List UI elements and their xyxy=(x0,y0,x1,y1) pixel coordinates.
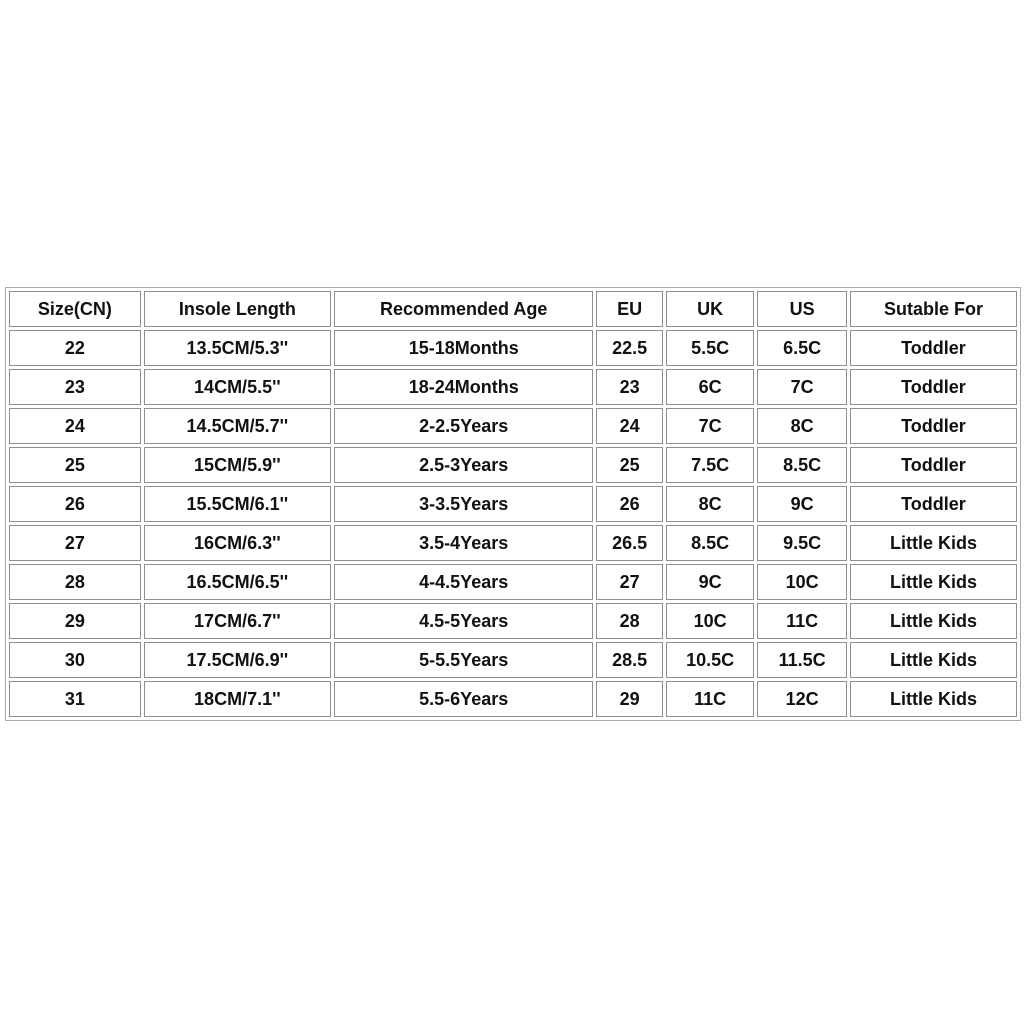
cell-uk: 5.5C xyxy=(666,330,755,366)
table-row xyxy=(9,408,1017,444)
cell-uk: 6C xyxy=(666,369,755,405)
cell-size-cn: 24 xyxy=(9,408,141,444)
cell-suitable-for: Little Kids xyxy=(850,642,1017,678)
cell-insole-length: 17.5CM/6.9'' xyxy=(144,642,331,678)
cell-us: 10C xyxy=(757,564,847,600)
cell-eu: 28.5 xyxy=(596,642,662,678)
cell-insole-length: 17CM/6.7'' xyxy=(144,603,331,639)
header-eu: EU xyxy=(596,291,662,327)
cell-eu: 26 xyxy=(596,486,662,522)
cell-size-cn: 27 xyxy=(9,525,141,561)
cell-suitable-for: Toddler xyxy=(850,486,1017,522)
cell-suitable-for: Little Kids xyxy=(850,603,1017,639)
cell-suitable-for: Little Kids xyxy=(850,525,1017,561)
cell-recommended-age: 3-3.5Years xyxy=(334,486,594,522)
cell-size-cn: 25 xyxy=(9,447,141,483)
header-insole-length: Insole Length xyxy=(144,291,331,327)
cell-uk: 10C xyxy=(666,603,755,639)
cell-us: 6.5C xyxy=(757,330,847,366)
cell-insole-length: 16CM/6.3'' xyxy=(144,525,331,561)
cell-size-cn: 29 xyxy=(9,603,141,639)
cell-us: 11C xyxy=(757,603,847,639)
header-row xyxy=(9,291,1017,327)
cell-recommended-age: 5-5.5Years xyxy=(334,642,594,678)
cell-eu: 29 xyxy=(596,681,662,717)
cell-us: 9C xyxy=(757,486,847,522)
cell-eu: 22.5 xyxy=(596,330,662,366)
cell-recommended-age: 2.5-3Years xyxy=(334,447,594,483)
cell-insole-length: 13.5CM/5.3'' xyxy=(144,330,331,366)
cell-recommended-age: 2-2.5Years xyxy=(334,408,594,444)
cell-insole-length: 15.5CM/6.1'' xyxy=(144,486,331,522)
table-row xyxy=(9,330,1017,366)
cell-insole-length: 14CM/5.5'' xyxy=(144,369,331,405)
table-row xyxy=(9,486,1017,522)
cell-us: 7C xyxy=(757,369,847,405)
cell-uk: 8C xyxy=(666,486,755,522)
header-suitable-for: Sutable For xyxy=(850,291,1017,327)
cell-insole-length: 14.5CM/5.7'' xyxy=(144,408,331,444)
cell-us: 8.5C xyxy=(757,447,847,483)
table-row xyxy=(9,369,1017,405)
cell-suitable-for: Toddler xyxy=(850,330,1017,366)
cell-uk: 10.5C xyxy=(666,642,755,678)
cell-size-cn: 28 xyxy=(9,564,141,600)
cell-suitable-for: Little Kids xyxy=(850,681,1017,717)
size-chart-table xyxy=(5,287,1021,721)
cell-recommended-age: 4-4.5Years xyxy=(334,564,594,600)
table-row xyxy=(9,603,1017,639)
cell-uk: 7C xyxy=(666,408,755,444)
cell-eu: 25 xyxy=(596,447,662,483)
cell-suitable-for: Little Kids xyxy=(850,564,1017,600)
cell-us: 9.5C xyxy=(757,525,847,561)
header-us: US xyxy=(757,291,847,327)
table-row xyxy=(9,447,1017,483)
cell-eu: 23 xyxy=(596,369,662,405)
cell-recommended-age: 18-24Months xyxy=(334,369,594,405)
cell-recommended-age: 15-18Months xyxy=(334,330,594,366)
cell-uk: 7.5C xyxy=(666,447,755,483)
cell-suitable-for: Toddler xyxy=(850,369,1017,405)
cell-size-cn: 31 xyxy=(9,681,141,717)
cell-uk: 9C xyxy=(666,564,755,600)
cell-us: 11.5C xyxy=(757,642,847,678)
cell-us: 8C xyxy=(757,408,847,444)
table-row xyxy=(9,681,1017,717)
table-row xyxy=(9,642,1017,678)
cell-suitable-for: Toddler xyxy=(850,447,1017,483)
cell-recommended-age: 4.5-5Years xyxy=(334,603,594,639)
cell-size-cn: 22 xyxy=(9,330,141,366)
cell-insole-length: 16.5CM/6.5'' xyxy=(144,564,331,600)
cell-us: 12C xyxy=(757,681,847,717)
cell-eu: 24 xyxy=(596,408,662,444)
cell-uk: 8.5C xyxy=(666,525,755,561)
cell-recommended-age: 5.5-6Years xyxy=(334,681,594,717)
cell-eu: 27 xyxy=(596,564,662,600)
table-row xyxy=(9,564,1017,600)
cell-uk: 11C xyxy=(666,681,755,717)
cell-insole-length: 18CM/7.1'' xyxy=(144,681,331,717)
cell-size-cn: 23 xyxy=(9,369,141,405)
cell-insole-length: 15CM/5.9'' xyxy=(144,447,331,483)
header-size-cn: Size(CN) xyxy=(9,291,141,327)
cell-eu: 26.5 xyxy=(596,525,662,561)
header-recommended-age: Recommended Age xyxy=(334,291,594,327)
table-row xyxy=(9,525,1017,561)
cell-size-cn: 26 xyxy=(9,486,141,522)
cell-suitable-for: Toddler xyxy=(850,408,1017,444)
cell-size-cn: 30 xyxy=(9,642,141,678)
header-uk: UK xyxy=(666,291,755,327)
cell-eu: 28 xyxy=(596,603,662,639)
cell-recommended-age: 3.5-4Years xyxy=(334,525,594,561)
